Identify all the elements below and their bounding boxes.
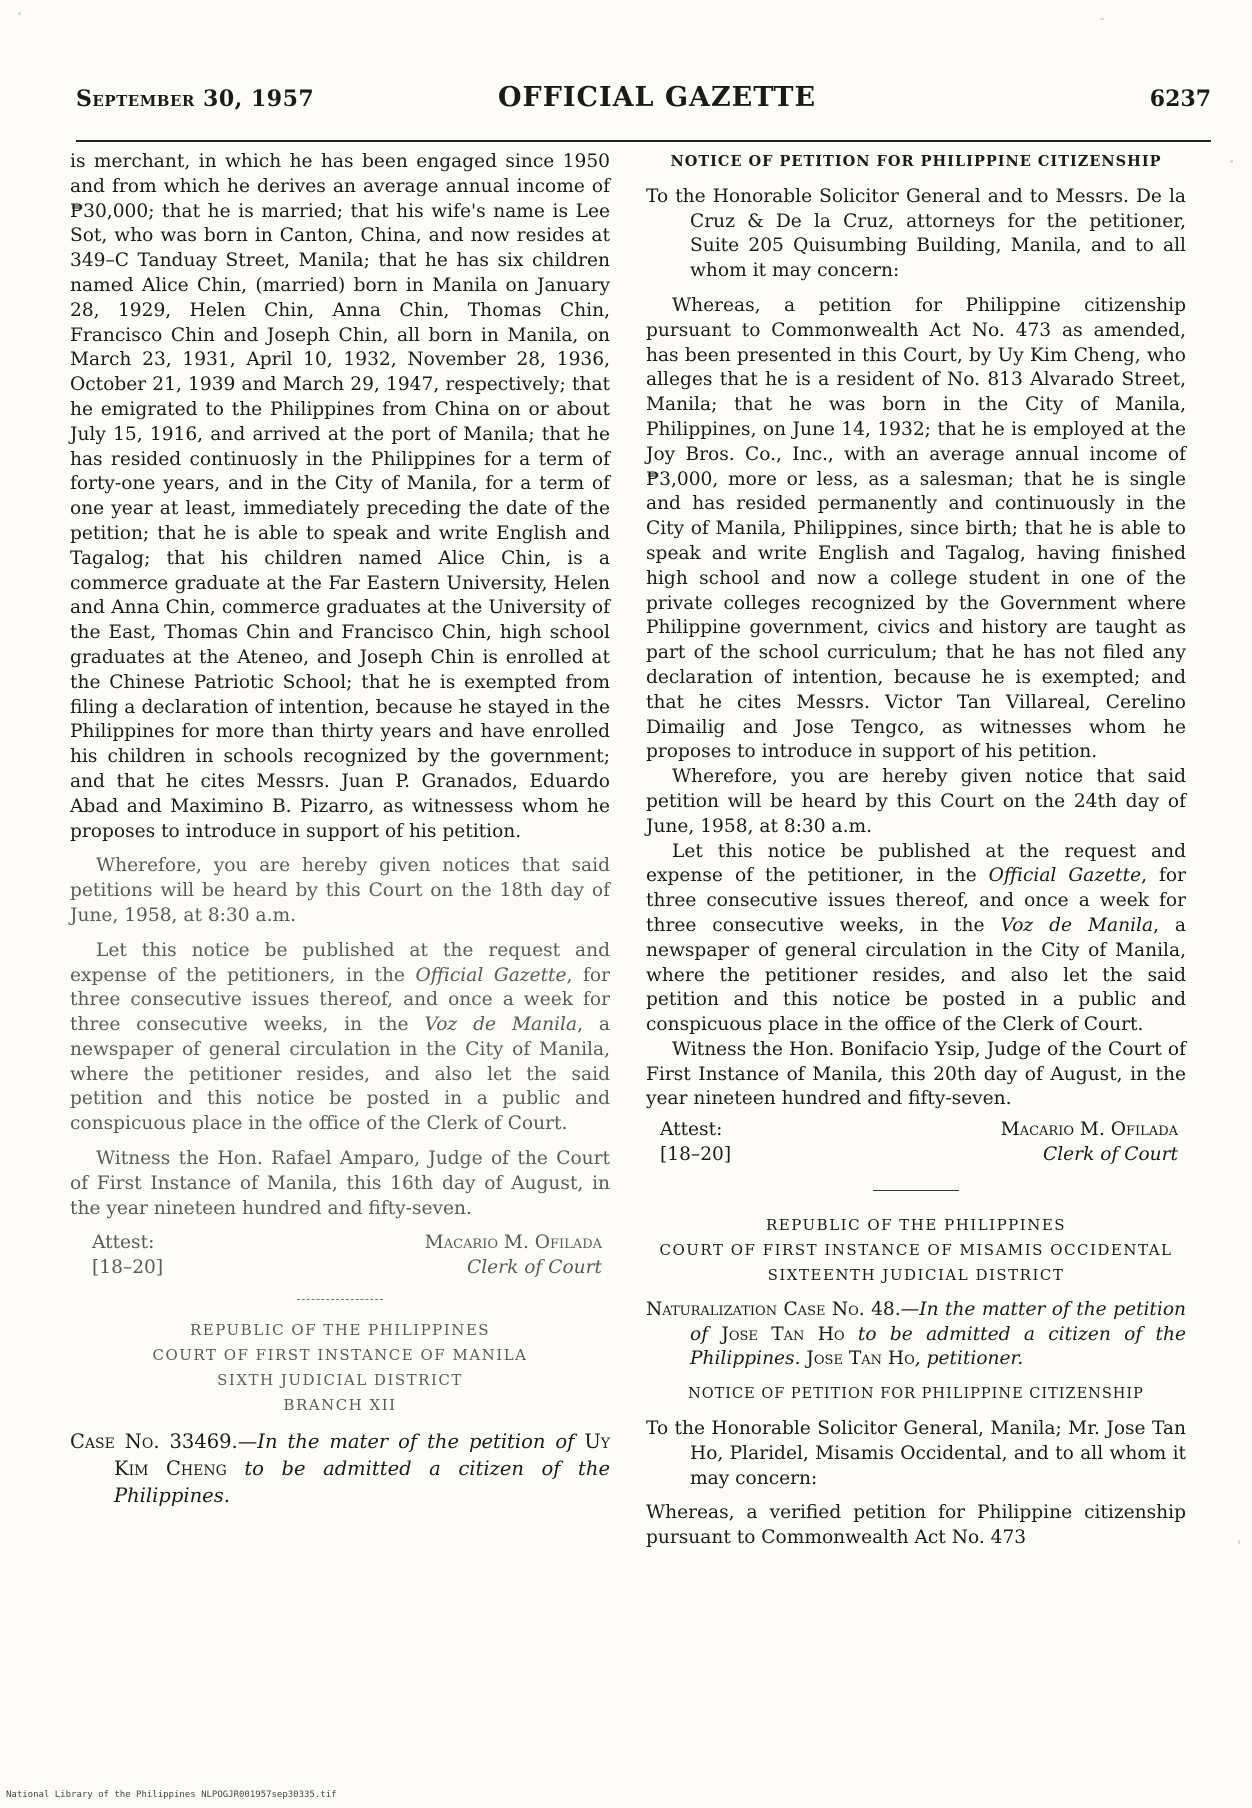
petition-body-paragraph: Whereas, a verified petition for Philippine citizenship pursuant to Commonwealth Act No. 473 [646,1502,1186,1549]
attest-reference: [18–20] [660,1144,732,1166]
attest-label: Attest: [92,1232,155,1254]
addressee-paragraph: To the Honorable Solicitor General and to Messrs. De la Cruz & De la Cruz, attorneys for the petitioner, Suite 205 Quisumbing Building, Manila, and to all whom it may concern: [646,185,1186,282]
section-divider [873,1190,959,1191]
issue-date: September 30, 1957 [76,86,315,112]
court-line: BRANCH XII [283,1396,397,1415]
witness-paragraph: Witness the Hon. Rafael Amparo, Judge of the Court of First Instance of Manila, this 16th day of August, in the year nineteen hundred and fifty-seven. [70,1148,610,1219]
scan-speck [1238,1540,1240,1544]
hearing-notice-paragraph: Wherefore, you are hereby given notice that said petition will be heard by this Court on the 24th day of June, 1958, at 8:30 a.m. [646,766,1186,837]
notice-heading: NOTICE OF PETITION FOR PHILIPPINE CITIZENSHIP [688,1386,1144,1403]
scan-speck [18,12,21,15]
left-column [70,150,610,1509]
addressee-paragraph: To the Honorable Solicitor General, Manila; Mr. Jose Tan Ho, Plaridel, Misamis Occidental, and to all whom it may concern: [646,1418,1186,1489]
notice-heading: NOTICE OF PETITION FOR PHILIPPINE CITIZENSHIP [670,153,1162,170]
case-caption: Naturalization Case No. 48.—In the matter of the petition of Jose Tan Ho to be admitted a citizen of the Philippines. Jose Tan Ho, petitioner. [646,1298,1186,1370]
petition-body-paragraph: is merchant, in which he has been engaged since 1950 and from which he derives an average annual income of ₱30,000; that he is married; that his wife's name is Lee Sot, who was born in Canton, China, and now resides at 349–C Tanduay Street, Manila; that he has six children named Alice Chin, (married) born in Manila on January 28, 1929, Helen Chin, Anna Chin, Thomas Chin, Francisco Chin and Joseph Chin, all born in Manila, on March 23, 1931, April 10, 1932, November 28, 1936, October 21, 1939 and March 29, 1947, respectively; that he emigrated to the Philippines from China on or about July 15, 1916, and arrived at the port of Manila; that he has resided continuosly in the Philippines for a term of forty-one years, and in the City of Manila, for a term of one year at least, immediately preceding the date of the petition; that he is able to speak and write English and Tagalog; that his children named Alice Chin, is a commerce graduate at the Far Eastern University, Helen and Anna Chin, commerce graduates at the University of the East, Thomas Chin and Francisco Chin, high school graduates at the Ateneo, and Joseph Chin is enrolled at the Chinese Patriotic School; that he is exempted from filing a declaration of intention, because he stayed in the Philippines for more than thirty years and have enrolled his children in schools recognized by the government; and that he cites Messrs. Juan P. Granados, Eduardo Abad and Maximino B. Pizarro, as witnessess whom he proposes to introduce in support of his petition. [70,151,610,842]
page-number: 6237 [1149,86,1211,112]
court-line: COURT OF FIRST INSTANCE OF MISAMIS OCCIDENTAL [659,1240,1173,1259]
court-line: SIXTEENTH JUDICIAL DISTRICT [767,1265,1065,1284]
attest-label: Attest: [660,1119,723,1141]
section-divider [297,1299,383,1300]
clerk-title: Clerk of Court [467,1257,602,1279]
page-header [76,82,1211,122]
scan-speck [1230,160,1233,163]
court-line: REPUBLIC OF THE PHILIPPINES [189,1321,491,1340]
hearing-notice-paragraph: Wherefore, you are hereby given notices that said petitions will be heard by this Court on the 18th day of June, 1958, at 8:30 a.m. [70,855,610,926]
court-line: REPUBLIC OF THE PHILIPPINES [765,1215,1067,1234]
clerk-name: Macario M. Ofilada [1000,1119,1178,1141]
witness-paragraph: Witness the Hon. Bonifacio Ysip, Judge of the Court of First Instance of Manila, this 20th day of August, in the year nineteen hundred and fifty-seven. [646,1038,1186,1110]
court-heading [70,1318,610,1418]
clerk-name: Macario M. Ofilada [424,1232,602,1254]
publication-paragraph: Let this notice be published at the request and expense of the petitioner, in the Official Gazette, for three consecutive issues thereof, and once a week for three consecutive weeks, in the Voz de Manila, a newspaper of general circulation in the City of Manila, where the petitioner resides, and also let the said petition and this notice be posted in a public and conspicuous place in the office of the Clerk of Court. [646,840,1186,1036]
clerk-title: Clerk of Court [1043,1144,1178,1166]
court-heading [646,1213,1186,1288]
court-line: SIXTH JUDICIAL DISTRICT [217,1371,463,1390]
case-caption: Case No. 33469.—In the mater of the petition of Uy Kim Cheng to be admitted a citizen of the Philippines. [70,1430,611,1508]
publication-title: OFFICIAL GAZETTE [498,82,817,113]
publication-paragraph: Let this notice be published at the request and expense of the petitioners, in the Official Gazette, for three consecutive issues thereof, and once a week for three consecutive weeks, in the Voz de Manila, a newspaper of general circulation in the City of Manila, where the petitioner resides, and also let the said petition and this notice be posted in a public and conspicuous place in the office of the Clerk of Court. [70,939,610,1135]
scan-speck [1100,18,1104,20]
header-rule [76,140,1211,142]
right-column [646,150,1186,1551]
attest-block [70,1231,610,1281]
petition-body-paragraph: Whereas, a petition for Philippine citizenship pursuant to Commonwealth Act No. 473 as amended, has been presented in this Court, by Uy Kim Cheng, who alleges that he is a resident of No. 813 Alvarado Street, Manila; that he was born in the City of Manila, Philippines, on June 14, 1932; that he is employed at the Joy Bros. Co., Inc., with an average annual income of ₱3,000, more or less, as a salesman; that he is single and has resided permanently and continuously in the City of Manila, Philippines, since birth; that he is able to speak and write English and Tagalog, having finished high school and now a college student in one of the private colleges recognized by the Government where Philippine government, civics and history are taught as part of the school curriculum; that he has not filed any declaration of intention, because he is exempted; and that he cites Messrs. Victor Tan Villareal, Cerelino Dimailig and Jose Tengco, as witnesses whom he proposes to introduce in support of his petition. [646,294,1186,763]
attest-reference: [18–20] [92,1257,164,1279]
court-line: COURT OF FIRST INSTANCE OF MANILA [152,1346,528,1365]
scan-footer: National Library of the Philippines NLPOGJR001957sep30335.tif [6,1790,337,1800]
attest-block [646,1118,1186,1168]
